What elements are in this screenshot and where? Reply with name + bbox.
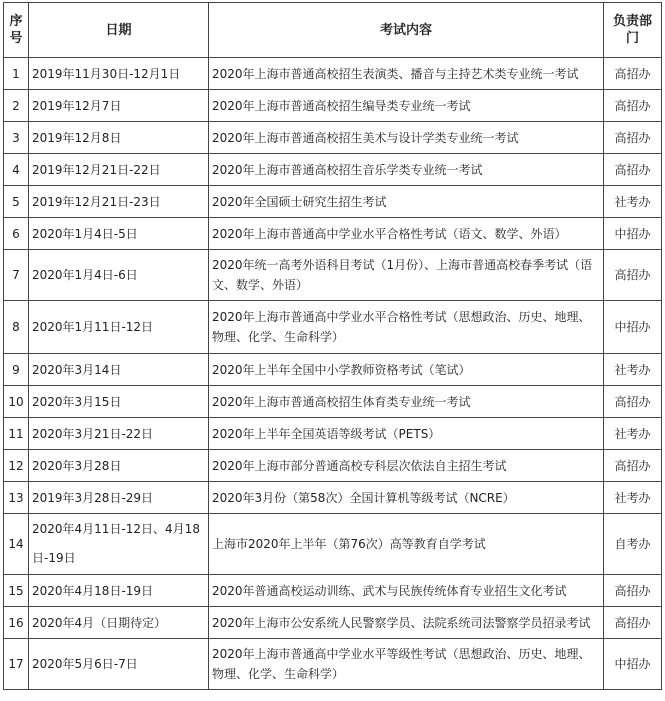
row-dept: 高招办 (604, 154, 662, 186)
header-no: 序号 (4, 3, 29, 58)
table-row (4, 122, 662, 154)
row-dept: 高招办 (604, 90, 662, 122)
row-content: 2020年上海市普通高中学业水平合格性考试（思想政治、历史、地理、物理、化学、生命科学） (209, 301, 604, 354)
row-date: 2020年1月11日-12日 (29, 301, 209, 354)
row-no: 15 (4, 575, 29, 607)
row-date: 2020年3月14日 (29, 354, 209, 386)
row-date: 2020年1月4日-6日 (29, 250, 209, 301)
row-date: 2020年3月28日 (29, 450, 209, 482)
header-row (4, 3, 662, 58)
row-date: 2020年5月6日-7日 (29, 639, 209, 690)
row-date: 2020年3月21日-22日 (29, 418, 209, 450)
header-date: 日期 (29, 3, 209, 58)
row-no: 3 (4, 122, 29, 154)
row-no: 17 (4, 639, 29, 690)
row-content: 2020年上海市部分普通高校专科层次依法自主招生考试 (209, 450, 604, 482)
row-date: 2020年4月18日-19日 (29, 575, 209, 607)
table-row (4, 575, 662, 607)
row-content: 2020年全国硕士研究生招生考试 (209, 186, 604, 218)
row-dept: 中招办 (604, 639, 662, 690)
row-dept: 高招办 (604, 607, 662, 639)
row-content: 2020年普通高校运动训练、武术与民族传统体育专业招生文化考试 (209, 575, 604, 607)
row-no: 6 (4, 218, 29, 250)
header-content: 考试内容 (209, 3, 604, 58)
row-content: 上海市2020年上半年（第76次）高等教育自学考试 (209, 514, 604, 575)
table-row (4, 450, 662, 482)
row-content: 2020年上海市普通高中学业水平合格性考试（语文、数学、外语） (209, 218, 604, 250)
row-date: 2020年4月11日-12日、4月18日-19日 (29, 514, 209, 575)
row-date: 2019年3月28日-29日 (29, 482, 209, 514)
row-content: 2020年上海市普通高校招生音乐学类专业统一考试 (209, 154, 604, 186)
row-no: 1 (4, 58, 29, 90)
row-dept: 社考办 (604, 418, 662, 450)
row-content: 2020年上海市普通高中学业水平等级性考试（思想政治、历史、地理、物理、化学、生命科学） (209, 639, 604, 690)
row-no: 14 (4, 514, 29, 575)
row-no: 9 (4, 354, 29, 386)
row-date: 2019年11月30日-12月1日 (29, 58, 209, 90)
row-content: 2020年上海市公安系统人民警察学员、法院系统司法警察学员招录考试 (209, 607, 604, 639)
header-dept: 负责部门 (604, 3, 662, 58)
row-no: 4 (4, 154, 29, 186)
table-row (4, 250, 662, 301)
table-row (4, 418, 662, 450)
row-content: 2020年上半年全国中小学教师资格考试（笔试） (209, 354, 604, 386)
table-row (4, 154, 662, 186)
exam-schedule-table (3, 2, 662, 690)
row-dept: 社考办 (604, 482, 662, 514)
row-dept: 社考办 (604, 186, 662, 218)
row-content: 2020年上半年全国英语等级考试（PETS） (209, 418, 604, 450)
table-row (4, 90, 662, 122)
row-dept: 高招办 (604, 250, 662, 301)
row-dept: 中招办 (604, 218, 662, 250)
row-no: 7 (4, 250, 29, 301)
table-row (4, 639, 662, 690)
table-row (4, 58, 662, 90)
row-date: 2020年1月4日-5日 (29, 218, 209, 250)
row-no: 5 (4, 186, 29, 218)
row-content: 2020年上海市普通高校招生表演类、播音与主持艺术类专业统一考试 (209, 58, 604, 90)
row-dept: 中招办 (604, 301, 662, 354)
row-no: 2 (4, 90, 29, 122)
row-date: 2019年12月21日-22日 (29, 154, 209, 186)
row-dept: 社考办 (604, 354, 662, 386)
table-row (4, 354, 662, 386)
row-no: 12 (4, 450, 29, 482)
row-date: 2019年12月7日 (29, 90, 209, 122)
table-row (4, 514, 662, 575)
row-no: 16 (4, 607, 29, 639)
row-content: 2020年上海市普通高校招生体育类专业统一考试 (209, 386, 604, 418)
table-row (4, 186, 662, 218)
row-date: 2020年4月（日期待定） (29, 607, 209, 639)
row-content: 2020年上海市普通高校招生编导类专业统一考试 (209, 90, 604, 122)
table-row (4, 301, 662, 354)
row-dept: 高招办 (604, 450, 662, 482)
row-content: 2020年上海市普通高校招生美术与设计学类专业统一考试 (209, 122, 604, 154)
table-row (4, 386, 662, 418)
row-content: 2020年3月份（第58次）全国计算机等级考试（NCRE） (209, 482, 604, 514)
row-dept: 自考办 (604, 514, 662, 575)
row-dept: 高招办 (604, 122, 662, 154)
row-no: 8 (4, 301, 29, 354)
table-row (4, 607, 662, 639)
row-date: 2019年12月21日-23日 (29, 186, 209, 218)
row-no: 13 (4, 482, 29, 514)
table-row (4, 218, 662, 250)
row-date: 2019年12月8日 (29, 122, 209, 154)
row-no: 11 (4, 418, 29, 450)
table-row (4, 482, 662, 514)
row-date: 2020年3月15日 (29, 386, 209, 418)
row-content: 2020年统一高考外语科目考试（1月份）、上海市普通高校春季考试（语文、数学、外语） (209, 250, 604, 301)
row-dept: 高招办 (604, 58, 662, 90)
row-no: 10 (4, 386, 29, 418)
row-dept: 高招办 (604, 575, 662, 607)
row-dept: 高招办 (604, 386, 662, 418)
